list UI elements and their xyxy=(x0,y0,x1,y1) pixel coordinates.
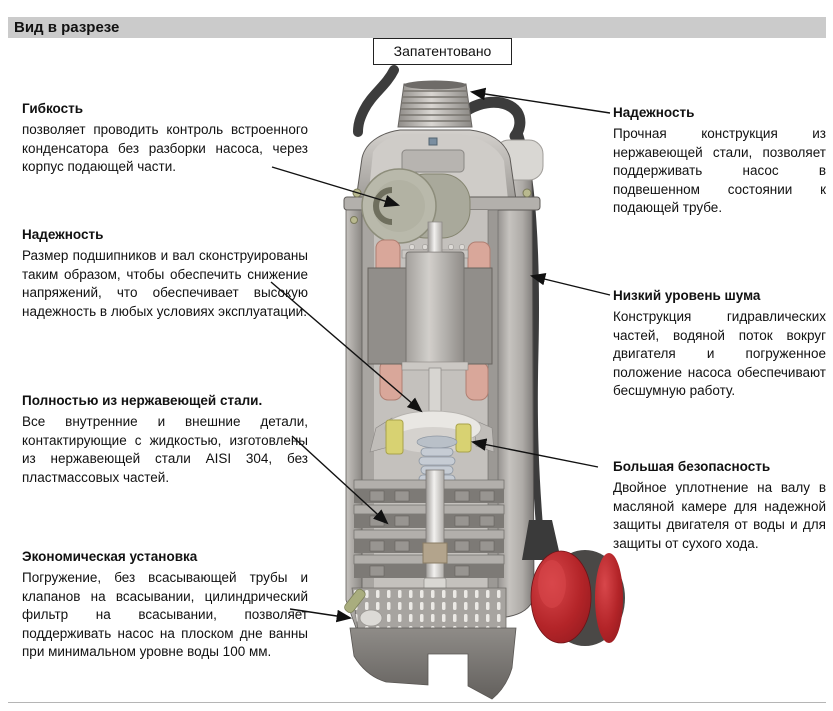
callout-heading: Большая безопасность xyxy=(613,459,771,474)
callout-reliability-construction xyxy=(613,104,826,217)
leader-arrow xyxy=(532,276,610,295)
callout-body: Все внутренние и внешние детали, контактирующие с жидкостью, изготовлены из нержавеющей стали AISI 304, без пластмассовых частей. xyxy=(22,414,308,485)
callout-body: позволяет проводить контроль встроенного конденсатора без разборки насоса, через корпус подающей части. xyxy=(22,122,308,175)
bottom-bowl xyxy=(350,628,516,699)
motor xyxy=(368,222,492,424)
callout-flexibility xyxy=(22,100,308,177)
footer-divider xyxy=(8,702,826,703)
callout-high-safety xyxy=(613,458,826,553)
callout-heading: Полностью из нержавеющей стали. xyxy=(22,393,263,408)
patented-label: Запатентовано xyxy=(373,38,512,65)
callout-body: Размер подшипников и вал сконструированы таким образом, чтобы обеспечить снижение напряжений, что обеспечивает высокую надежность в любых условиях эксплуатации. xyxy=(22,248,308,319)
callout-heading: Экономическая установка xyxy=(22,549,198,564)
callout-body: Двойное уплотнение на валу в масляной камере для надежной защиты двигателя от воды и для защиты от сухого хода. xyxy=(613,480,826,551)
float-switch xyxy=(522,520,625,646)
discharge-port xyxy=(398,81,472,128)
callout-economic-installation xyxy=(22,548,308,661)
callout-reliability-bearings xyxy=(22,226,308,321)
page-title: Вид в разрезе xyxy=(8,17,826,38)
callout-body: Конструкция гидравлических частей, водяной поток вокруг двигателя и погруженное положение насоса обеспечивают бесшумную работу. xyxy=(613,309,826,399)
callout-heading: Надежность xyxy=(22,227,104,242)
callout-heading: Гибкость xyxy=(22,101,84,116)
capacitor xyxy=(362,169,470,243)
callout-body: Прочная конструкция из нержавеющей стали, позволяет поддерживать насос в подвешенном состоянии к подающей трубе. xyxy=(613,126,826,216)
callout-body: Погружение, без всасывающей трубы и клапанов на всасывании, цилиндрический фильтр на всасывании, позволяет поддерживать насос на плоском дне ванны при минимальном уровне воды 100 мм. xyxy=(22,570,308,660)
callout-heading: Надежность xyxy=(613,105,695,120)
callout-stainless-steel xyxy=(22,392,308,487)
callout-low-noise xyxy=(613,287,826,400)
callout-heading: Низкий уровень шума xyxy=(613,288,761,303)
